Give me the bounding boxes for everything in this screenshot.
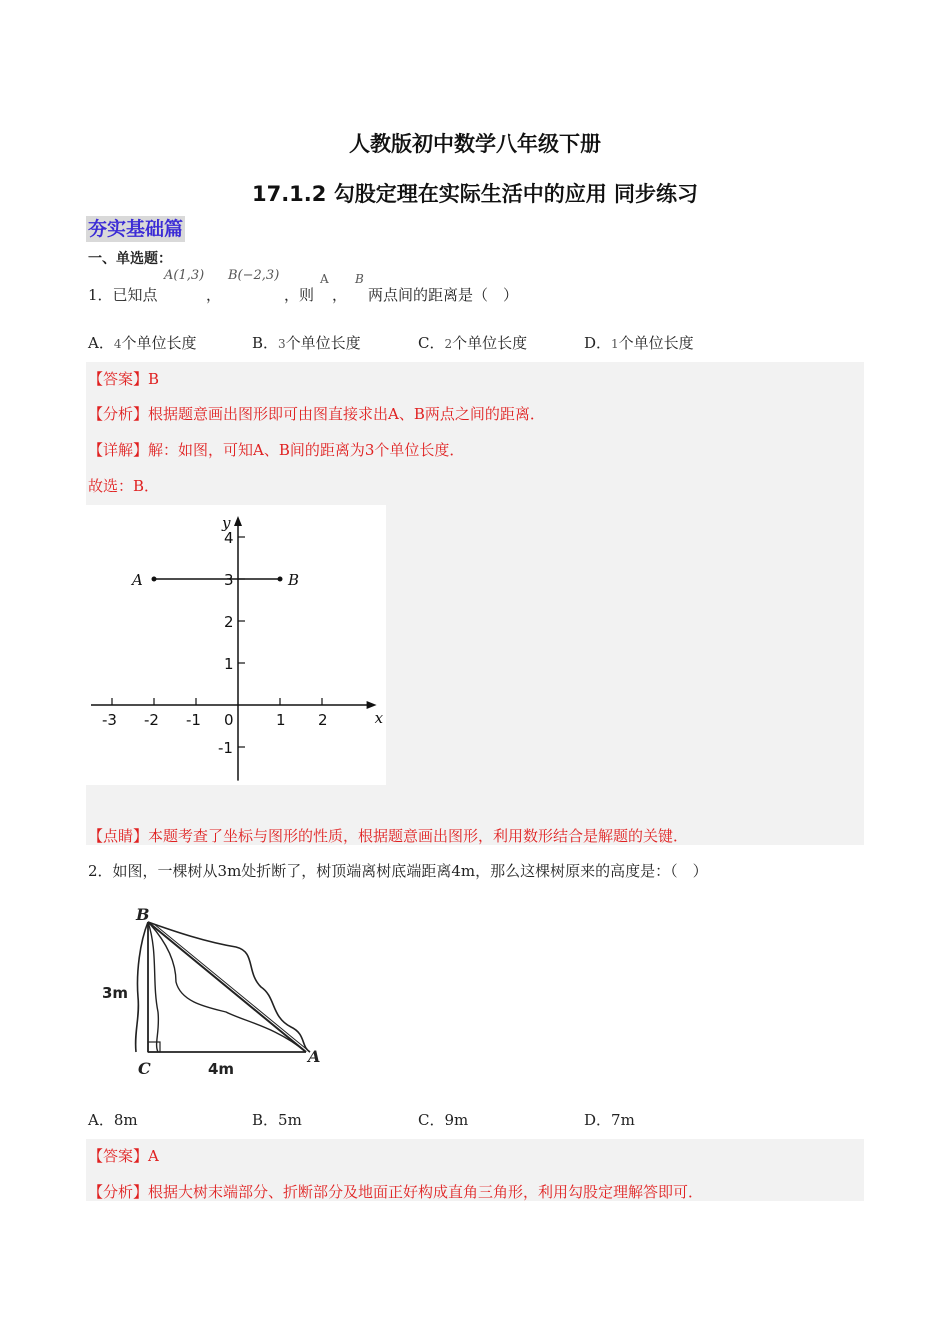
coordinate-chart (86, 505, 386, 785)
option-value: 5m (278, 1111, 302, 1129)
option-unit: 个单位长度 (121, 334, 197, 352)
broken-tree-figure (96, 902, 336, 1082)
option-c[interactable] (418, 332, 527, 353)
option-value: 9m (444, 1111, 469, 1129)
x-tick-label: 1 (276, 711, 286, 729)
option-letter: D． (584, 334, 612, 352)
option-unit: 个单位长度 (285, 334, 361, 352)
option-a[interactable] (88, 332, 197, 353)
choice-1: 故选：B． (88, 477, 160, 495)
point-label-b: B (288, 571, 300, 589)
vertex-c-label: C (138, 1059, 151, 1078)
vertex-b-label: B (136, 905, 150, 924)
option-d[interactable] (584, 332, 694, 353)
section-tag: 夯实基础篇 (88, 218, 184, 240)
y-axis-label: y (222, 514, 231, 532)
option-letter: B． (252, 334, 279, 352)
option-b[interactable] (252, 332, 361, 353)
label-b: B (355, 272, 364, 286)
option-letter: D． (584, 1111, 612, 1129)
y-tick-label: 1 (224, 655, 234, 673)
page-subtitle: 17.1.2 勾股定理在实际生活中的应用 同步练习 (251, 182, 699, 206)
right-angle-mark (148, 1042, 160, 1052)
option-unit: 个单位长度 (618, 334, 694, 352)
trunk-outline-left (136, 922, 148, 1052)
side-bc-label: 3m (102, 984, 129, 1002)
hypotenuse-ba (148, 922, 306, 1052)
point-b-coords: B(−2,3) (228, 268, 280, 283)
x-tick-label: 0 (224, 711, 234, 729)
x-tick-label: -3 (102, 711, 117, 729)
option-c[interactable] (418, 1109, 468, 1130)
side-ca-label: 4m (208, 1060, 235, 1078)
comment-1: 【点睛】本题考查了坐标与图形的性质，根据题意画出图形，利用数形结合是解题的关键． (88, 827, 689, 845)
option-letter: C． (418, 334, 445, 352)
comma: ， (332, 286, 348, 304)
point-b (278, 577, 283, 582)
option-value: 2 (444, 337, 453, 351)
analysis-1: 【分析】根据题意画出图形即可由图直接求出A、B两点之间的距离． (88, 405, 545, 423)
option-value: 7m (611, 1111, 635, 1129)
option-letter: A． (88, 334, 114, 352)
option-d[interactable] (584, 1109, 635, 1130)
chart-background (86, 505, 386, 785)
question-1-prefix: 1．已知点 (88, 286, 158, 304)
y-tick-label: -1 (218, 739, 233, 757)
answer-2: 【答案】A (88, 1147, 159, 1165)
option-a[interactable] (88, 1109, 138, 1130)
analysis-2: 【分析】根据大树末端部分、折断部分及地面正好构成直角三角形，利用勾股定理解答即可． (88, 1183, 704, 1201)
option-letter: A． (88, 1111, 114, 1129)
question-2: 2．如图，一棵树从3m处折断了，树顶端离树底端距离4m，那么这棵树原来的高度是：（ ） (88, 862, 708, 880)
option-unit: 个单位长度 (452, 334, 528, 352)
option-value: 3 (278, 337, 286, 351)
page-title: 人教版初中数学八年级下册 (349, 132, 601, 156)
point-a-coords: A(1,3) (164, 268, 205, 283)
option-value: 8m (113, 1111, 138, 1129)
vertex-a-label: A (308, 1047, 321, 1066)
option-letter: C． (418, 1111, 445, 1129)
trunk-outline-right (148, 922, 158, 1052)
section-subheading: 一、单选题： (88, 251, 172, 267)
x-tick-label: -1 (186, 711, 201, 729)
y-tick-label: 4 (224, 529, 234, 547)
hypotenuse-inner (154, 924, 310, 1052)
option-letter: B． (252, 1111, 279, 1129)
option-b[interactable] (252, 1109, 302, 1130)
y-tick-label: 2 (224, 613, 234, 631)
point-a (152, 577, 157, 582)
x-tick-label: 2 (318, 711, 328, 729)
option-value: 1 (611, 337, 619, 351)
x-tick-label: -2 (144, 711, 159, 729)
y-tick-label: 3 (224, 571, 234, 589)
detail-1: 【详解】解：如图，可知A、B间的距离为3个单位长度． (88, 441, 465, 459)
answer-1: 【答案】B (88, 370, 160, 388)
label-a: A (320, 272, 329, 286)
option-value: 4 (113, 337, 122, 351)
comma: ， (206, 286, 222, 304)
then-text: ，则 (284, 286, 315, 304)
x-axis-label: x (374, 709, 384, 727)
question-1-suffix: 两点间的距离是（ ） (368, 286, 519, 304)
point-label-a: A (132, 571, 143, 589)
